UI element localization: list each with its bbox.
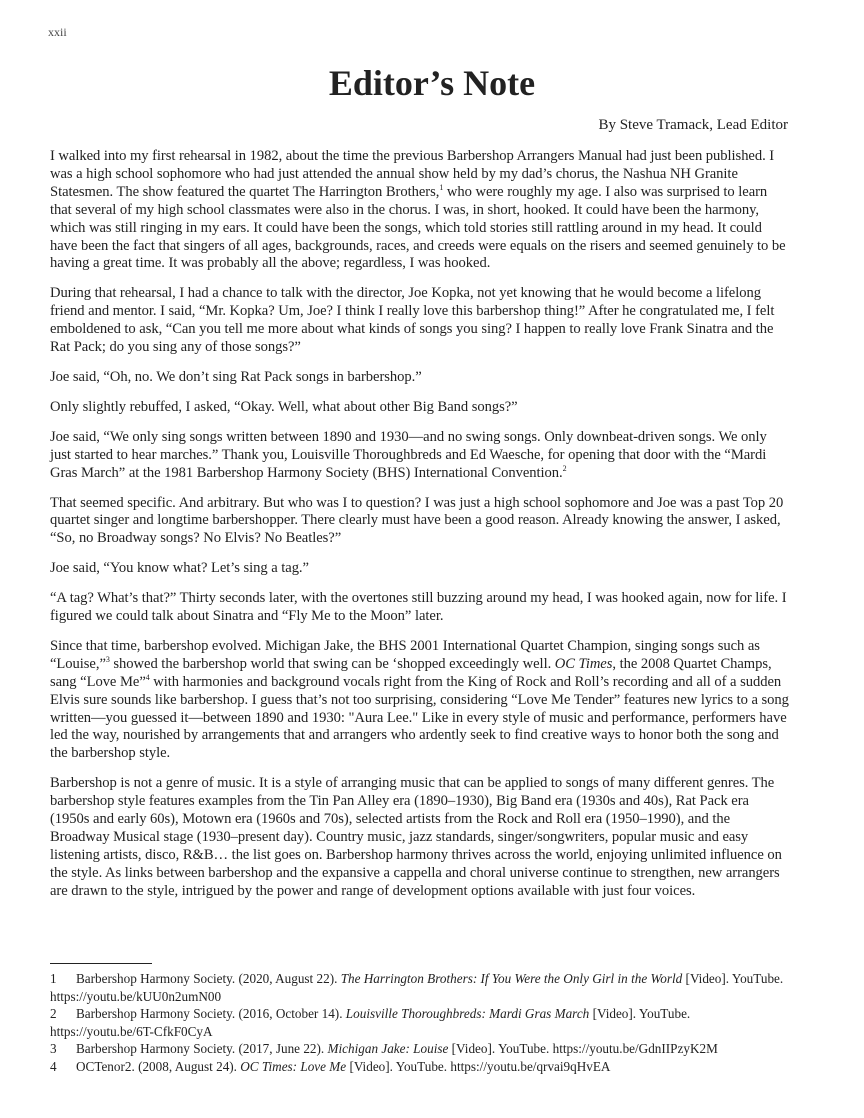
text-run: Barbershop Harmony Society. (2020, August 22).	[76, 971, 341, 986]
text-run: Joe said, “Oh, no. We don’t sing Rat Pack songs in barbershop.”	[50, 368, 422, 385]
footnote-rule	[50, 963, 152, 964]
text-run: [Video]. YouTube. https://youtu.be/GdnIIPzyK2M	[448, 1041, 718, 1056]
paragraph	[50, 560, 790, 578]
paragraph	[50, 429, 790, 483]
text-run: with harmonies and background vocals right from the King of Rock and Roll’s recording and all of a sudden Elvis sure sounds like barbershop. I guess that’s not too surprising, considering “Love Me Tender” features new lyrics to a song written—you guessed it—between 1890 and 1930: "Aura Lee." Like in every style of music and performance, performers have led the way, nourished by arrangements that and arrangers who ardently seek to find creative ways to honor both the song and the barbershop style.	[50, 673, 789, 762]
footnote-number: 3	[50, 1041, 57, 1056]
italic-run: Louisville Thoroughbreds: Mardi Gras March	[345, 1006, 590, 1021]
article-body	[50, 148, 790, 913]
page-title: Editor’s Note	[328, 63, 536, 103]
footnote-number: 4	[50, 1058, 57, 1074]
footnote-number: 1	[50, 971, 57, 986]
paragraph	[50, 369, 790, 387]
footnote-number: 2	[50, 1006, 57, 1021]
text-run: Barbershop is not a genre of music. It is a style of arranging music that can be applied to songs of many different genres. The barbershop style features examples from the Tin Pan Alley era (1890–1930), Big Band era (1930s and 40s), Rat Pack era (1950s and early 60s), Motown era (1960s and 70s), selected artists from the Rock and Roll era (1950–1990), and the Broadway Musical stage (1930–present day). Country music, jazz standards, singer/songwriters, popular music and easy listening artists, disco, R&B… the list goes on. Barbershop harmony thrives across the world, enjoying unlimited influence on the style. As links between barbershop and the expansive a cappella and choral universe continue to strengthen, new arrangers are drawn to the style, intrigued by the power and range of development options available with just four voices.	[50, 775, 782, 899]
footnote	[50, 970, 790, 1005]
italic-run: OC Times: Love Me	[240, 1058, 347, 1074]
text-run: Since that time, barbershop evolved. Michigan Jake	[50, 637, 350, 654]
footnote	[50, 1005, 790, 1040]
text-run: Barbershop Harmony Society. (2017, June 22).	[76, 1041, 328, 1056]
text-run: [Video]. YouTube. https://youtu.be/6T-CfkF0CyA	[50, 1006, 691, 1039]
text-run: the BHS 2001 International Quartet Champion, singing songs such as “Louise,”	[50, 637, 760, 672]
text-run: OCTenor2. (2008, August 24).	[76, 1058, 241, 1074]
paragraph	[50, 399, 790, 417]
page-number: xxii	[48, 25, 67, 39]
text-run: Barbershop Harmony Society. (2016, October 14).	[76, 1006, 346, 1021]
footnote	[50, 1058, 790, 1076]
footnote-ref: 4	[145, 672, 150, 682]
text-run: Only slightly rebuffed, I asked, “Okay. Well, what about other Big Band songs?”	[50, 398, 518, 415]
italic-run: Michigan Jake: Louise	[327, 1041, 449, 1056]
text-run: , the 2008 Quartet Champs, sang “Love Me”	[50, 655, 772, 690]
paragraph	[50, 148, 790, 273]
footnote-ref: 2	[562, 463, 567, 473]
text-run: Joe said, “We only sing songs written between 1890 and 1930—and no swing songs. Only downbeat-driven songs. We only just started to hear marches.” Thank you, Louisville Thoroughbreds and Ed Waesche, for opening that door with the “Mardi Gras March” at the 1981 Barbershop Harmony Society (BHS) International Convention.	[50, 428, 767, 481]
italic-run: ,	[349, 637, 354, 654]
footnote-ref: 3	[105, 654, 110, 664]
text-run: [Video]. YouTube. https://youtu.be/kUU0n2umN00	[50, 971, 784, 1004]
paragraph	[50, 495, 790, 549]
text-run: Joe said, “You know what? Let’s sing a tag.”	[50, 560, 309, 577]
text-run: I walked into my first rehearsal in 1982, about the time the previous Barbershop Arrangers Manual had just been published. I was a high school sophomore who had just attended the annual show held by my dad’s chorus, the Nashua NH Granite Statesmen. The show featured the quartet The Harrington Brothers,	[50, 148, 775, 200]
text-run: showed the barbershop world that swing can be ‘shopped exceedingly well.	[109, 655, 555, 672]
text-run: “A tag? What’s that?” Thirty seconds later, with the overtones still buzzing around my head, I was hooked again, now for life. I figured we could talk about Sinatra and “Fly Me to the Moon” later.	[50, 590, 787, 625]
paragraph	[50, 285, 790, 357]
paragraph	[50, 638, 790, 763]
italic-run: OC Times	[554, 655, 613, 672]
footnote	[50, 1040, 790, 1058]
byline: By Steve Tramack, Lead Editor	[598, 117, 788, 133]
footnotes	[50, 963, 790, 1075]
text-run: who were roughly my age. I also was surprised to learn that several of my high school classmates were also in the chorus. I was, in short, hooked. It could have been the harmony, which was still ringing in my ears. It could have been the songs, which told stories still rattling around in my head. It could have been the fact that singers of all ages, backgrounds, races, and creeds were equals on the risers and seemed genuinely to be having a great time. It was probably all the above; regardless, I was hooked.	[50, 183, 786, 272]
italic-run: The Harrington Brothers: If You Were the Only Girl in the World	[340, 971, 683, 986]
text-run: [Video]. YouTube. https://youtu.be/qrvai9qHvEA	[346, 1058, 611, 1074]
paragraph	[50, 590, 790, 626]
text-run: During that rehearsal, I had a chance to talk with the director, Joe Kopka, not yet knowing that he would become a lifelong friend and mentor. I said, “Mr. Kopka? Um, Joe? I think I really love this barbershop thing!” After he congratulated me, I felt emboldened to ask, “Can you tell me more about what kinds of songs you sing? I happen to really love Frank Sinatra and the Rat Pack; do you sing any of those songs?”	[50, 285, 775, 356]
text-run: That seemed specific. And arbitrary. But who was I to question? I was just a high school sophomore and Joe was a past Top 20 quartet singer and longtime barbershopper. There clearly must have been a good reason. Already knowing the answer, I asked, “So, no Broadway songs? No Elvis? No Beatles?”	[50, 494, 784, 547]
paragraph	[50, 775, 790, 900]
footnote-ref: 1	[439, 182, 444, 192]
